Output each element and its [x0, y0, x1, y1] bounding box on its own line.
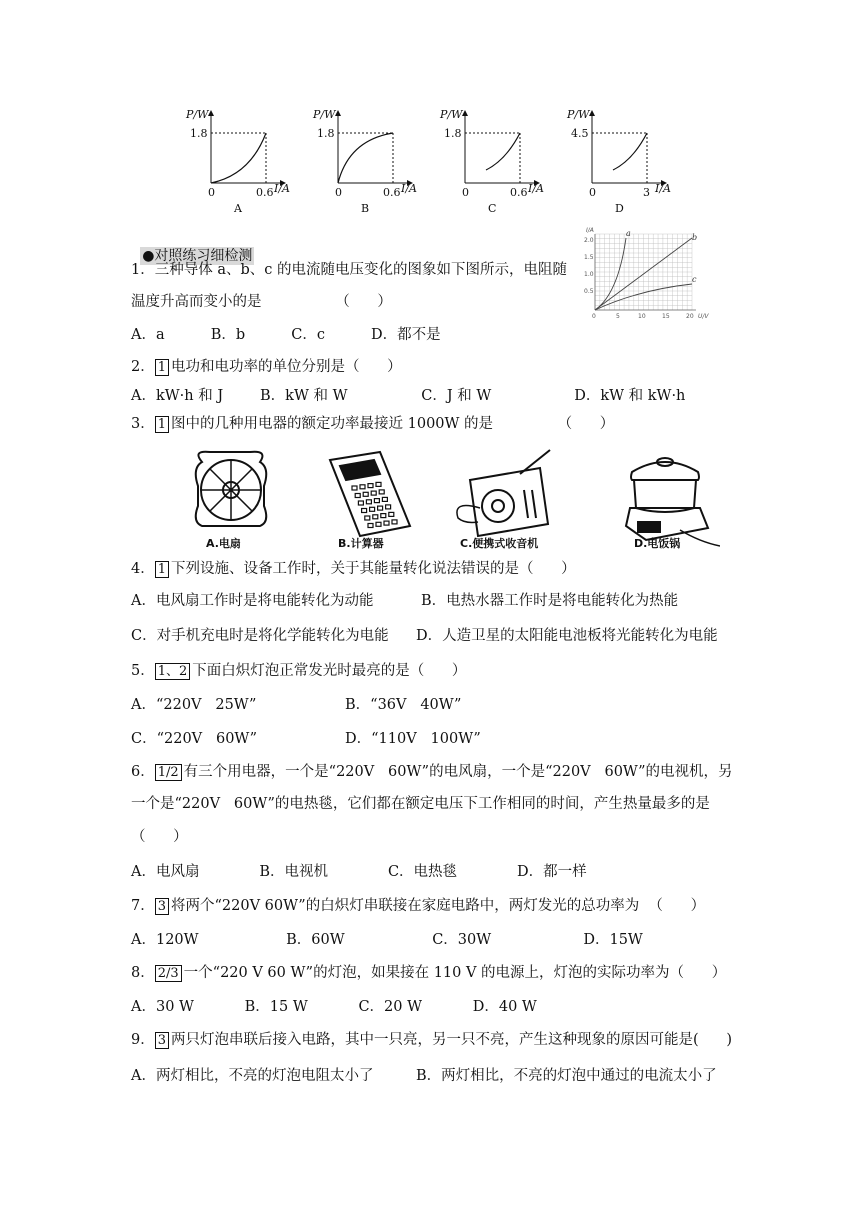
graph-c — [439, 108, 544, 215]
top-graphs — [170, 100, 690, 220]
q1-chart-xlabel: U/V — [698, 313, 709, 320]
q6-line2: 一个是“220V 60W”的电热毯，它们都在额定电压下工作相同的时间，产生热量最多的是 — [131, 796, 710, 812]
q1-line2: 温度升高而变小的是 （ ） — [131, 294, 392, 310]
q4-text: 下列设施、设备工作时，关于其能量转化说法错误的是（ ） — [171, 561, 576, 577]
q2-tag: 1 — [155, 359, 169, 376]
q4-tag: 1 — [155, 561, 169, 578]
q1-chart-xtick: 15 — [662, 313, 670, 320]
graph-c-ytick: 1.8 — [444, 127, 462, 140]
q6-options: A．电风扇 B．电视机 C．电热毯 D．都一样 — [131, 864, 587, 880]
calculator-key — [379, 490, 384, 494]
graph-d-ytick: 4.5 — [571, 127, 589, 140]
q1-curve-b-label: b — [692, 233, 698, 242]
q5-number: 5． — [131, 663, 155, 679]
q5-option-d: D．“110V 100W” — [345, 731, 481, 747]
q5-option-c: C．“220V 60W” — [131, 731, 258, 747]
q1-chart-xtick: 0 — [592, 313, 596, 320]
graph-a-ylabel: P/W — [186, 108, 209, 121]
graph-a-xlabel: I/A — [274, 182, 290, 195]
graph-b-xlabel: I/A — [401, 182, 417, 195]
q8-text: 一个“220 V 60 W”的灯泡，如果接在 110 V 的电源上，灯泡的实际功率为（ ） — [183, 965, 727, 981]
graph-b-ylabel: P/W — [313, 108, 336, 121]
q1-curve-c-label: c — [692, 275, 697, 284]
calculator-key — [362, 509, 367, 513]
q9-tag: 3 — [155, 1032, 169, 1049]
q6-line3: （ ） — [131, 829, 188, 845]
rice-cooker-image — [626, 458, 720, 546]
q5-option-b: B．“36V 40W” — [345, 697, 462, 713]
calculator-key — [378, 506, 383, 510]
q1-chart-ytick: 2.0 — [584, 237, 594, 244]
section-title-text: ●对照练习细检测 — [142, 248, 253, 264]
q1-chart-ytick: 1.0 — [584, 271, 594, 278]
q8-stem — [131, 963, 726, 984]
calculator-key — [366, 500, 371, 504]
q3-caption-c: C.便携式收音机 — [460, 537, 539, 550]
calculator-key — [384, 521, 389, 525]
graph-d-xtick: 3 — [643, 186, 650, 199]
calculator-image — [330, 452, 410, 536]
q4-option-d: D．人造卫星的太阳能电池板将光能转化为电能 — [416, 628, 718, 644]
q5-text: 下面白炽灯泡正常发光时最亮的是（ ） — [192, 663, 467, 679]
calculator-key — [371, 491, 376, 495]
q5-stem — [131, 661, 466, 682]
q3-tag: 1 — [155, 416, 169, 433]
q3-caption-d: D.电饭锅 — [634, 537, 681, 550]
calculator-key — [355, 494, 360, 498]
q6-stem — [131, 762, 733, 783]
q1-curve-a-label: a — [626, 229, 631, 238]
q3-caption-b: B.计算器 — [338, 537, 384, 550]
q4-option-b: B．电热水器工作时是将电能转化为热能 — [421, 593, 679, 609]
q1-chart-ytick: 0.5 — [584, 288, 594, 295]
calculator-key — [386, 505, 391, 509]
calculator-key — [358, 501, 363, 505]
q8-number: 8． — [131, 965, 155, 981]
graph-b-xtick: 0.6 — [383, 186, 401, 199]
graph-c-origin: 0 — [462, 186, 469, 199]
q5-option-a: A．“220V 25W” — [131, 697, 257, 713]
graph-d-label: D — [615, 202, 624, 215]
graph-c-ylabel: P/W — [440, 108, 463, 121]
q6-tag: 1/2 — [155, 764, 182, 781]
q4-stem — [131, 559, 576, 580]
q9-text: 两只灯泡串联后接入电路，其中一只亮，另一只不亮，产生这种现象的原因可能是( ) — [171, 1032, 732, 1048]
q1-options: A．a B．b C．c D．都不是 — [131, 327, 441, 343]
q1-chart-xtick: 5 — [616, 313, 620, 320]
q8-options: A．30 W B．15 W C．20 W D．40 W — [131, 999, 537, 1015]
q9-option-a: A．两灯相比，不亮的灯泡电阻太小了 — [131, 1068, 374, 1084]
graph-a-label: A — [234, 202, 242, 215]
graph-d — [566, 108, 671, 215]
calculator-key — [360, 485, 365, 489]
calculator-key — [392, 520, 397, 524]
calculator-key — [374, 499, 379, 503]
q2-stem — [131, 357, 402, 378]
q2-text: 电功和电功率的单位分别是（ ） — [171, 359, 402, 375]
q3-number: 3． — [131, 416, 155, 432]
radio-image — [457, 450, 550, 536]
fan-image — [196, 452, 267, 526]
q7-options: A．120W B．60W C．30W D．15W — [131, 932, 643, 948]
calculator-key — [368, 524, 373, 528]
q1-line1: 1．三种导体 a、b、c 的电流随电压变化的图象如下图所示，电阻随 — [131, 262, 567, 278]
q1-chart-xtick: 10 — [638, 313, 646, 320]
calculator-key — [352, 486, 357, 490]
calculator-key — [376, 522, 381, 526]
calculator-key — [376, 482, 381, 486]
q6-text: 有三个用电器，一个是“220V 60W”的电风扇，一个是“220V 60W”的电视机，另 — [183, 764, 733, 780]
graph-a-xtick: 0.6 — [256, 186, 274, 199]
graph-c-xlabel: I/A — [528, 182, 544, 195]
q3-appliances — [180, 446, 720, 556]
q5-tag: 1、2 — [155, 663, 191, 680]
calculator-key — [370, 507, 375, 511]
calculator-key — [389, 512, 394, 516]
q4-option-a: A．电风扇工作时是将电能转化为动能 — [131, 593, 374, 609]
calculator-key — [381, 514, 386, 518]
q1-chart-ytick: 1.5 — [584, 254, 594, 261]
q9-option-b: B．两灯相比，不亮的灯泡中通过的电流太小了 — [416, 1068, 717, 1084]
q7-stem — [131, 896, 705, 917]
calculator-key — [368, 484, 373, 488]
q3-text: 图中的几种用电器的额定功率最接近 1000W 的是 （ ） — [171, 416, 615, 432]
graph-d-origin: 0 — [589, 186, 596, 199]
q9-stem — [131, 1030, 732, 1051]
calculator-key — [382, 497, 387, 501]
q1-chart-xtick: 20 — [686, 313, 694, 320]
calculator-key — [373, 515, 378, 519]
graph-b — [312, 108, 417, 215]
graph-a-ytick: 1.8 — [190, 127, 208, 140]
calculator-key — [363, 492, 368, 496]
q2-options: A．kW·h 和 J B．kW 和 W C．J 和 W D．kW 和 kW·h — [131, 388, 686, 404]
q7-number: 7． — [131, 898, 155, 914]
q7-text: 将两个“220V 60W”的白炽灯串联接在家庭电路中，两灯发光的总功率为 （ ） — [171, 898, 706, 914]
q8-tag: 2/3 — [155, 965, 182, 982]
graph-a-origin: 0 — [208, 186, 215, 199]
graph-b-label: B — [361, 202, 370, 215]
q1-chart-ylabel: I/A — [586, 227, 594, 234]
graph-c-label: C — [488, 202, 497, 215]
q7-tag: 3 — [155, 898, 169, 915]
graph-b-origin: 0 — [335, 186, 342, 199]
q3-stem — [131, 414, 614, 435]
q2-number: 2． — [131, 359, 155, 375]
q4-option-c: C．对手机充电时是将化学能转化为电能 — [131, 628, 389, 644]
graph-d-xlabel: I/A — [655, 182, 671, 195]
q3-caption-a: A.电扇 — [206, 537, 241, 550]
graph-d-ylabel: P/W — [567, 108, 590, 121]
q9-number: 9． — [131, 1032, 155, 1048]
calculator-key — [365, 516, 370, 520]
q1-iu-chart — [578, 224, 718, 324]
graph-c-xtick: 0.6 — [510, 186, 528, 199]
graph-b-ytick: 1.8 — [317, 127, 335, 140]
graph-a — [185, 108, 290, 215]
q4-number: 4． — [131, 561, 155, 577]
q6-number: 6． — [131, 764, 155, 780]
